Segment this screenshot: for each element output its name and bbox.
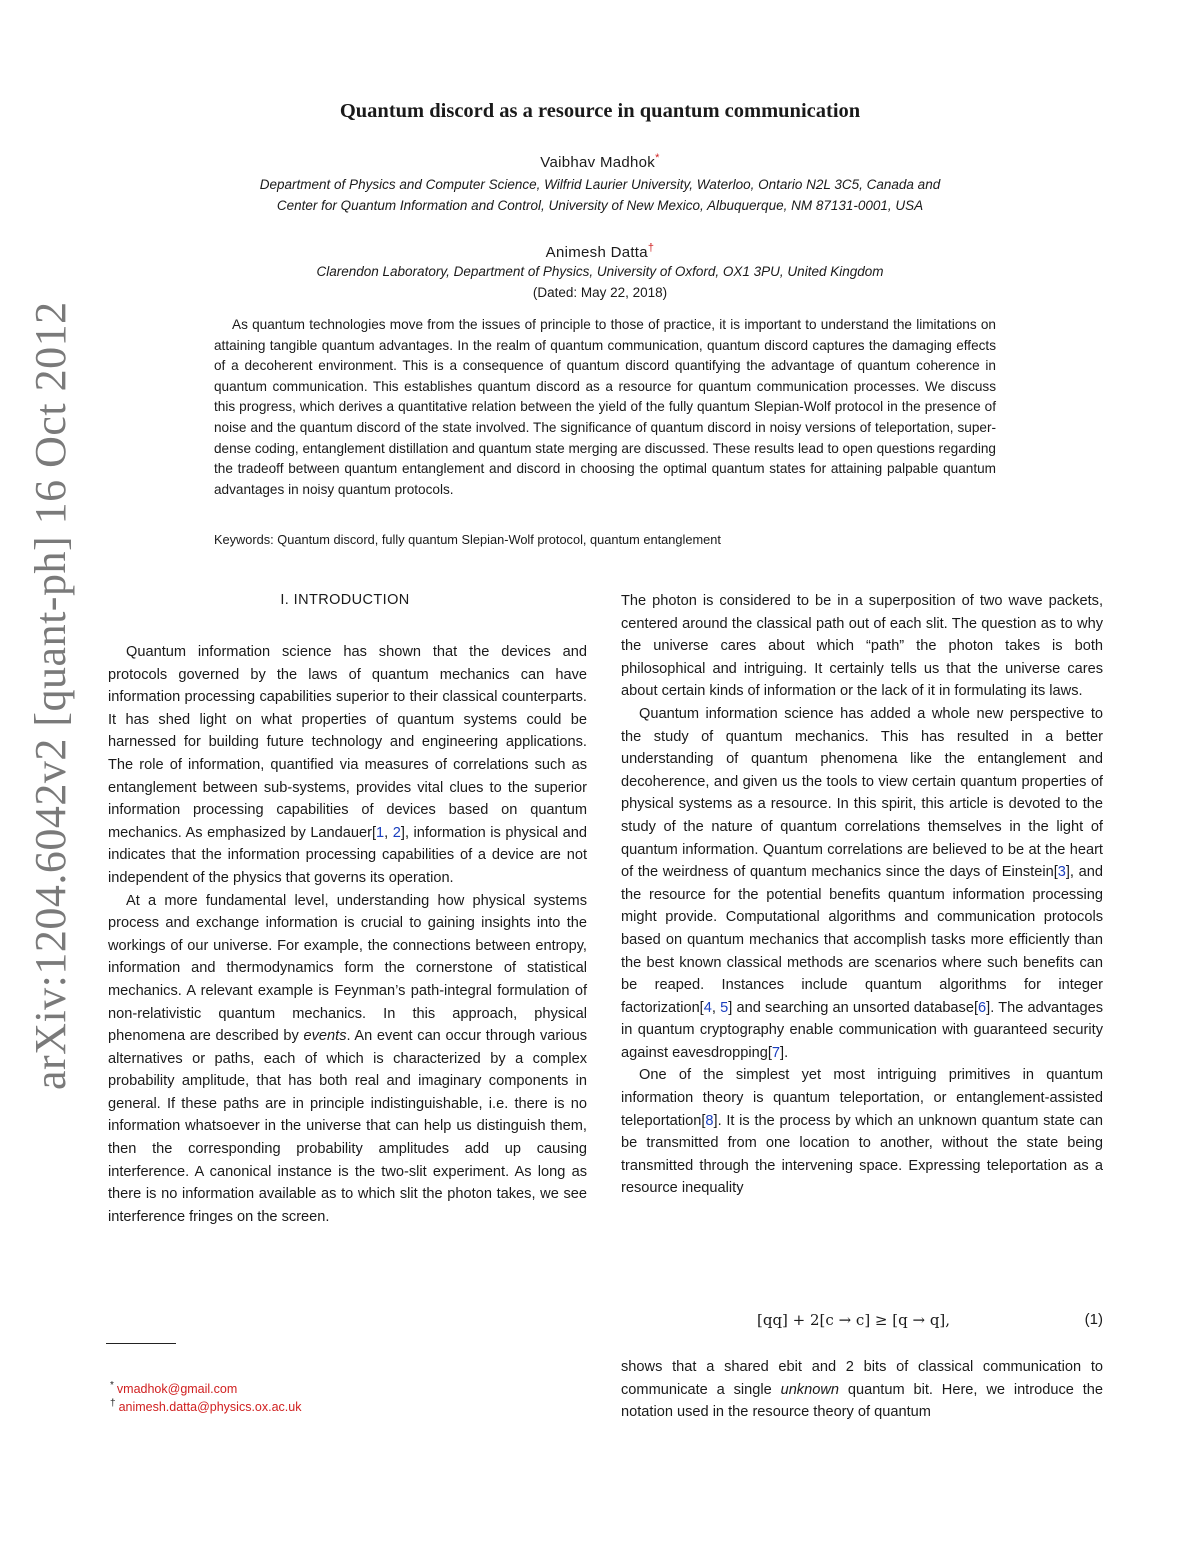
abstract: As quantum technologies move from the issues of principle to those of practice, it is important to understand the limitations on attaining tangible quantum advantages. In the realm of quantum communication, quantum discord captures the damaging effects of a decoherent environment. This is a consequence of quantum discord quantifying the advantage of quantum coherence in quantum communication. This establishes quantum discord as a resource for quantum communication processes. We discuss this progress, which derives a quantitative relation between the yield of the fully quantum Slepian-Wolf protocol in the presence of noise and the quantum discord of the state involved. The significance of quantum discord in noisy versions of teleportation, super-dense coding, entanglement distillation and quantum state merging are discussed. These results lead to open questions regarding the tradeoff between quantum entanglement and discord in choosing the optimal quantum states for attaining palpable quantum advantages in noisy quantum protocols. <box>214 317 996 497</box>
right-column-continued <box>621 1356 1103 1424</box>
author-1-name: Vaibhav Madhok <box>540 154 656 171</box>
paragraph-2: At a more fundamental level, understanding how physical systems process and exchange information is crucial to gaining insights into the workings of our universe. For example, the connections between entropy, information and thermodynamics form the cornerstone of statistical mechanics. A relevant example is Feynman’s path-integral formulation of non-relativistic quantum mechanics. In this approach, physical phenomena are described by events. An event can occur through various alternatives or paths, each of which is characterized by a complex probability amplitude, that has both real and imaginary components in general. If these paths are in principle indistinguishable, i.e. there is no information whatsoever in the universe that can help us distinguish them, then the corresponding probability amplitudes add up causing interference. A canonical instance is the two-slit experiment. As long as there is no information available as to which slit the photon takes, we see interference fringes on the screen. <box>108 892 587 1225</box>
citation-2[interactable]: 2 <box>392 824 401 841</box>
affiliation-2: Clarendon Laboratory, Department of Physics, University of Oxford, OX1 3PU, United Kingdom <box>316 264 884 279</box>
citation-8[interactable]: 8 <box>705 1112 714 1129</box>
footnote-rule <box>106 1343 176 1344</box>
arxiv-identifier-stamp: arXiv:1204.6042v2 [quant-ph] 16 Oct 2012 <box>26 301 75 1090</box>
author-2-footnote-mark[interactable]: † <box>647 242 655 254</box>
date-line: (Dated: May 22, 2018) <box>532 285 668 300</box>
keywords: Keywords: Quantum discord, fully quantum Slepian-Wolf protocol, quantum entanglement <box>214 532 721 547</box>
footnote-2 <box>110 1398 301 1414</box>
paragraph-4: Quantum information science has added a whole new perspective to the study of quantum mechanics. This has resulted in a better understanding of quantum phenomena like the entanglement and decoherence, and given us the tools to view certain quantum properties of physical systems as a resource. In this spirit, this article is devoted to the study of the nature of quantum correlations themselves in the light of quantum information. Quantum correlations are believed to be at the heart of the weirdness of quantum mechanics since the days of Einstein[3], and the resource for the potential benefits quantum information processing might provide. Computational algorithms and communication protocols based on quantum mechanics that accomplish tasks more efficiently than the best known classical methods are scenarios where such benefits can be reaped. Instances include quantum algorithms for integer factorization[4, 5] and searching an unsorted database[6]. The advantages in quantum cryptography enable communication with guaranteed security against eavesdropping[7]. <box>621 705 1103 1061</box>
paper-title: Quantum discord as a resource in quantum communication <box>339 100 861 122</box>
author-2-name: Animesh Datta <box>545 244 648 261</box>
author-2 <box>0 242 1200 261</box>
citation-1[interactable]: 1 <box>376 824 385 841</box>
citation-6[interactable]: 6 <box>978 999 987 1016</box>
footnote-1-mark: * <box>110 1380 114 1391</box>
citation-3[interactable]: 3 <box>1057 864 1066 881</box>
paragraph-6: shows that a shared ebit and 2 bits of classical communication to communicate a single unknown quantum bit. Here, we introduce the notation used in the resource theory of quantum <box>621 1359 1103 1421</box>
footnote-2-mark: † <box>110 1398 116 1409</box>
paragraph-3: The photon is considered to be in a superposition of two wave packets, centered around the classical path out of each slit. The question as to why the universe cares about which “path” the photon takes is both philosophical and intriguing. It certainly tells us that the universe cares about certain kinds of information or the lack of it in formulating its laws. <box>621 593 1103 700</box>
equation-number: (1) <box>1084 1311 1103 1328</box>
author-1-footnote-mark[interactable]: * <box>655 152 660 164</box>
paragraph-5: One of the simplest yet most intriguing primitives in quantum information theory is quantum teleportation, or entanglement-assisted teleportation[8]. It is the process by which an unknown quantum state can be transmitted from one location to another, without the state being transmitted through the intervening space. Expressing teleportation as a resource inequality <box>621 1067 1103 1197</box>
footnote-1 <box>110 1380 237 1396</box>
citation-7[interactable]: 7 <box>771 1044 781 1061</box>
equation-1 <box>621 1311 1103 1337</box>
affiliation-1a: Department of Physics and Computer Science, Wilfrid Laurier University, Waterloo, Ontario N2L 3C5, Canada and <box>259 177 941 192</box>
left-column <box>108 641 587 1228</box>
affiliation-1b: Center for Quantum Information and Control, University of New Mexico, Albuquerque, NM 87131-0001, USA <box>276 198 924 213</box>
section-heading-introduction: I. INTRODUCTION <box>280 592 410 608</box>
author-1 <box>0 152 1200 171</box>
paragraph-1: Quantum information science has shown that the devices and protocols governed by the laws of quantum mechanics can have information processing capabilities superior to their classical counterparts. It has shed light on what properties of quantum systems could be harnessed for building future technology and engineering applications. The role of information, quantified via measures of correlations such as entanglement between sub-systems, provides vital clues to the superior information processing capabilities of devices based on quantum mechanics. As emphasized by Landauer[1, 2], information is physical and indicates that the information processing capabilities of a device are not independent of the physics that governs its operation. <box>108 644 587 886</box>
citation-4[interactable]: 4 <box>703 999 712 1016</box>
right-column <box>621 590 1103 1200</box>
email-link-datta[interactable]: animesh.datta@physics.ox.ac.uk <box>118 1400 302 1415</box>
email-link-madhok[interactable]: vmadhok@gmail.com <box>116 1382 238 1397</box>
citation-5[interactable]: 5 <box>720 999 729 1016</box>
equation-expression: [qq] + 2[c → c] ≥ [q → q], <box>757 1311 951 1329</box>
